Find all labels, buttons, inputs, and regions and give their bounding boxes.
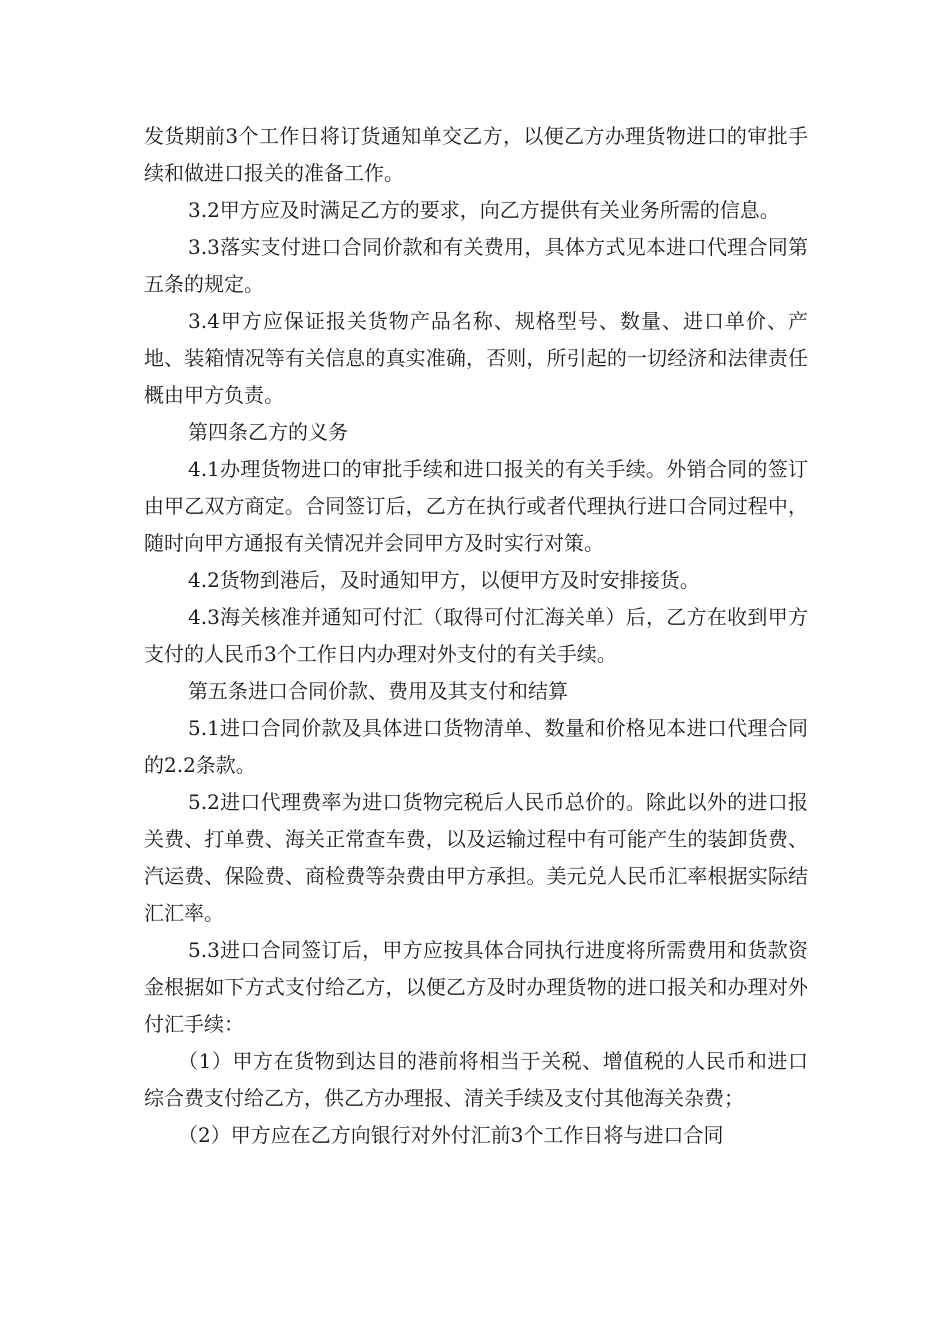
article-4-heading: 第四条乙方的义务 [188, 420, 348, 444]
clause-3-2: 3.2甲方应及时满足乙方的要求，向乙方提供有关业务所需的信息。 [188, 198, 780, 222]
clause-3-4: 3.4甲方应保证报关货物产品名称、规格型号、数量、进口单价、产地、装箱情况等有关信息的真实准确，否则，所引起的一切经济和法律责任概由甲方负责。 [144, 309, 808, 407]
paragraph-continuation: 发货期前3个工作日将订货通知单交乙方，以便乙方办理货物进口的审批手续和做进口报关的准备工作。 [144, 124, 808, 185]
clause-5-3-item-1: （1）甲方在货物到达目的港前将相当于关税、增值税的人民币和进口综合费支付给乙方，供乙方办理报、清关手续及支付其他海关杂费； [144, 1049, 808, 1110]
clause-3-3: 3.3落实支付进口合同价款和有关费用，具体方式见本进口代理合同第五条的规定。 [144, 235, 808, 296]
clause-5-3: 5.3进口合同签订后，甲方应按具体合同执行进度将所需费用和货款资金根据如下方式支付给乙方，以便乙方及时办理货物的进口报关和办理对外付汇手续： [144, 938, 808, 1036]
clause-5-3-item-2: （2）甲方应在乙方向银行对外付汇前3个工作日将与进口合同 [178, 1123, 724, 1147]
clause-5-1: 5.1进口合同价款及具体进口货物清单、数量和价格见本进口代理合同的2.2条款。 [144, 716, 808, 777]
document-body [144, 118, 808, 1154]
clause-4-3: 4.3海关核准并通知可付汇（取得可付汇海关单）后，乙方在收到甲方支付的人民币3个工作日内办理对外支付的有关手续。 [144, 605, 808, 666]
clause-4-1: 4.1办理货物进口的审批手续和进口报关的有关手续。外销合同的签订由甲乙双方商定。合同签订后，乙方在执行或者代理执行进口合同过程中，随时向甲方通报有关情况并会同甲方及时实行对策。 [144, 457, 808, 555]
clause-4-2: 4.2货物到港后，及时通知甲方，以便甲方及时安排接货。 [188, 568, 700, 592]
clause-5-2: 5.2进口代理费率为进口货物完税后人民币总价的。除此以外的进口报关费、打单费、海关正常查车费，以及运输过程中有可能产生的装卸货费、汽运费、保险费、商检费等杂费由甲方承担。美元兑人民币汇率根据实际结汇汇率。 [144, 790, 808, 925]
article-5-heading: 第五条进口合同价款、费用及其支付和结算 [188, 679, 568, 703]
